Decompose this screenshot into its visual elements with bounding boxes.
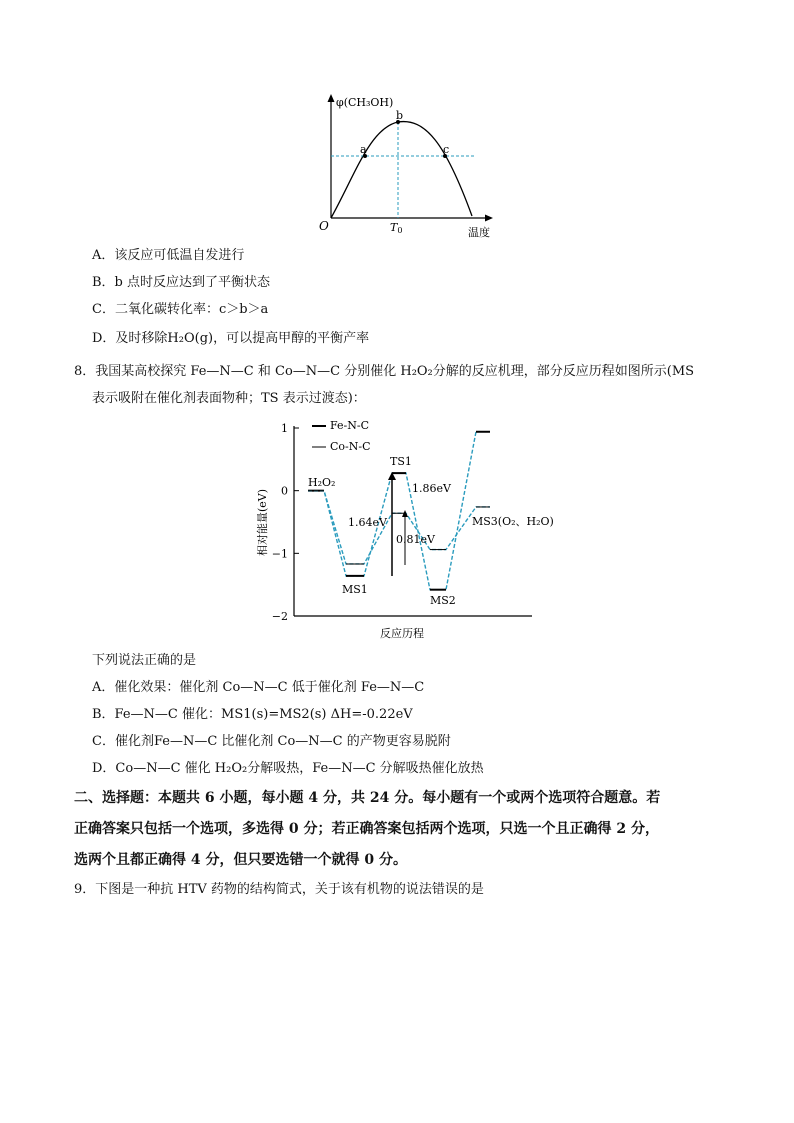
label-186: 1.86eV: [412, 482, 451, 495]
q8-stem-line1: 8．我国某高校探究 Fe—N—C 和 Co—N—C 分别催化 H₂O₂分解的反应机理，部分反应历程如图所示(MS: [74, 364, 695, 379]
label-ms3: MS3(O₂、H₂O): [472, 515, 554, 528]
section2-line1: 二、选择题：本题共 6 小题，每小题 4 分，共 24 分。每小题有一个或两个选项符合题意。若: [74, 790, 661, 806]
section2-line2: 正确答案只包括一个选项，多选得 0 分；若正确答案包括两个选项，只选一个且正确得 2 分，: [74, 821, 659, 837]
label-ts1: TS1: [390, 455, 412, 468]
q8-stem-line2: 表示吸附在催化剂表面物种；TS 表示过渡态)：: [92, 391, 366, 406]
y-tick-label: 1: [281, 422, 288, 435]
label-164: 1.64eV: [348, 516, 387, 529]
series-co-line: [308, 491, 490, 564]
q7-option-c: C．二氧化碳转化率：c＞b＞a: [92, 302, 269, 317]
y-axis-label: φ(CH₃OH): [336, 96, 394, 109]
y-tick-label: −2: [271, 610, 288, 623]
q9-stem: 9．下图是一种抗 HTV 药物的结构简式，关于该有机物的说法错误的是: [74, 882, 484, 897]
label-ms2: MS2: [430, 594, 456, 607]
origin-label: O: [319, 219, 329, 233]
q7-option-d: D．及时移除H₂O(g)，可以提高甲醇的平衡产率: [92, 331, 370, 346]
q8-energy-chart: [250, 414, 570, 646]
label-081: 0.81eV: [396, 533, 435, 546]
q7-option-a: A．该反应可低温自发进行: [92, 248, 245, 263]
t0-label: T0: [390, 221, 403, 235]
y-tick-label: 0: [281, 484, 288, 498]
q8-question: 下列说法正确的是: [92, 653, 197, 668]
y-axis-arrow: [328, 94, 335, 102]
label-ms1: MS1: [342, 583, 368, 596]
label-a: a: [360, 143, 367, 156]
q8-option-c: C．催化剂Fe—N—C 比催化剂 Co—N—C 的产物更容易脱附: [92, 734, 451, 749]
label-h2o2: H₂O₂: [308, 476, 336, 489]
q8-option-a: A．催化效果：催化剂 Co—N—C 低于催化剂 Fe—N—C: [92, 680, 425, 695]
q7-option-b: B．b 点时反应达到了平衡状态: [92, 275, 271, 290]
energy-x-label: 反应历程: [380, 627, 424, 640]
phi-curve: [331, 122, 472, 218]
section2-line3: 选两个且都正确得 4 分，但只要选错一个就得 0 分。: [74, 852, 407, 868]
label-c: c: [443, 143, 450, 156]
q7-graph: [300, 90, 510, 240]
legend-fe-label: Fe-N-C: [330, 419, 370, 432]
label-b: b: [396, 109, 404, 122]
q8-option-d: D．Co—N—C 催化 H₂O₂分解吸热，Fe—N—C 分解吸热催化放热: [92, 761, 484, 776]
q8-option-b: B．Fe—N—C 催化：MS1(s)=MS2(s) ΔH=-0.22eV: [92, 707, 413, 722]
y-tick-label: −1: [271, 547, 288, 561]
energy-y-label: 相对能量(eV): [256, 488, 269, 556]
x-axis-label: 温度: [468, 226, 490, 239]
x-axis-arrow: [485, 215, 493, 222]
legend-co-label: Co-N-C: [330, 440, 371, 453]
